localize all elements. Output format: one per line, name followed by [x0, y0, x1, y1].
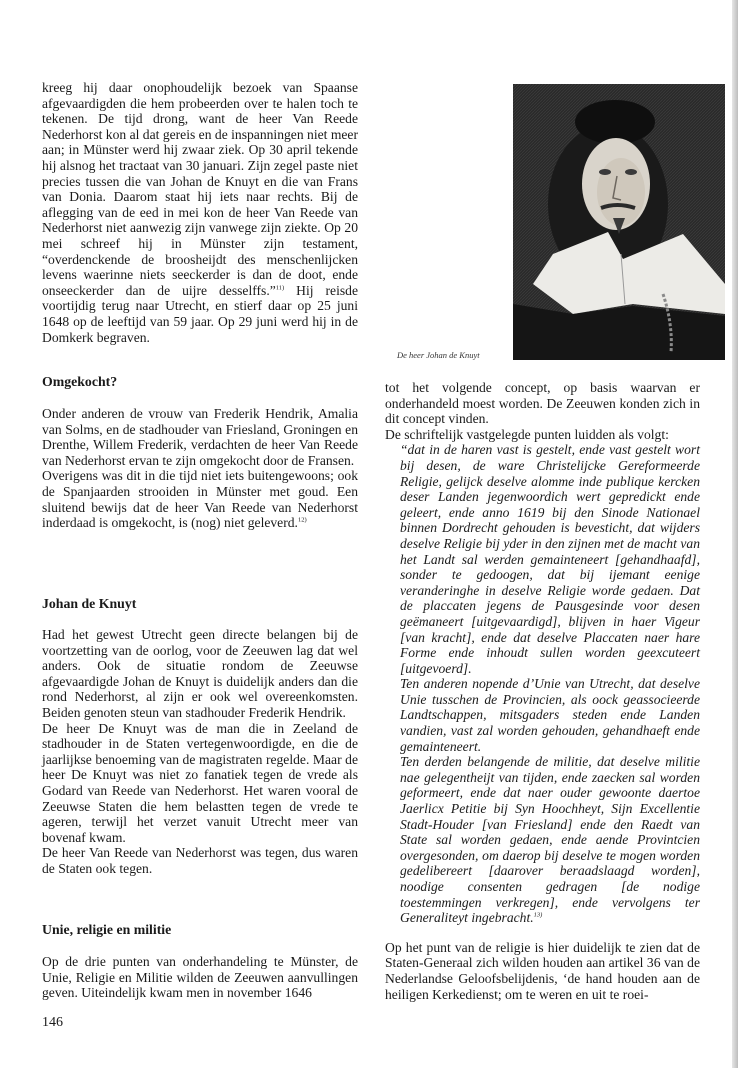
section-heading-knuyt: Johan de Knuyt	[42, 596, 137, 611]
figure-caption: De heer Johan de Knuyt	[397, 350, 480, 360]
intro-block	[42, 80, 358, 345]
quote-paragraph: Ten anderen nopende d’Unie van Utrecht, dat deselve Unie tusschen de Provincien, als oock geassocieerde Landtschappen, mitsgaders steden ende Landen vandien, vast zal worden gehouden, gehandhaeft ende gemainteneert.	[400, 676, 700, 754]
paragraph: Op het punt van de religie is hier duidelijk te zien dat de Staten-Generaal zich wilden houden aan artikel 36 van de Nederlandse Geloofsbelijdenis, ‘de hand houden aan de heiligen Kerkedienst; om te weren en uit te roei-	[385, 939, 700, 1002]
page-number: 146	[42, 1015, 63, 1030]
quote-paragraph: Ten derden belangende de militie, dat deselve militie nae gelegentheijt van tijden, ende zaecken sal worden geformeert, ende dat naer ouder gewoonte daertoe Jaerlicx Petitie bij Syn Hoochheyt, Sijn Excellentie Stadt-Houder [van Friesland] ende den Raedt van State sal worden gedaen, ende aende Provintcien overgesonden, om daerop bij deselve te mogen worden gedelibereert [daarover beraadslaagd worden], noodige consenten gedragen [de nodige toestemmingen verkregen], ende vervolgens ter Generaliteyt ingebracht.$^{13)}$	[400, 754, 700, 926]
block-quote	[385, 442, 700, 925]
paragraph: Had het gewest Utrecht geen directe belangen bij de voortzetting van de oorlog, voor de Zeeuwen lag dat wel anders. Ook de situatie rondom de Zeeuwse afgevaardigde Johan de Knuyt is duidelijk anders dan die rond Nederhorst, al zijn er ook wel overeenkomsten. Beiden genoten steun van stadhouder Frederik Hendrik.	[42, 627, 358, 720]
portrait-image	[513, 84, 725, 360]
section-knuyt-body	[42, 627, 358, 877]
paragraph: Op de drie punten van onderhandeling te Münster, de Unie, Religie en Militie wilden de Zeeuwen aanvullingen geven. Uiteindelijk kwam men in november 1646	[42, 954, 358, 1001]
footnote-ref: 13)	[533, 911, 543, 919]
portrait-engraving-icon	[513, 84, 725, 360]
intro-paragraph: kreeg hij daar onophoudelijk bezoek van Spaanse afgevaardigden die hem probeerden over te halen toch te tekenen. De tijd drong, want de heer Van Reede Nederhorst kon al dat gereis en de inspanningen niet meer aan; in Münster werd hij zwaar ziek. Op 30 april tekende hij alsnog het tractaat van 30 januari. Zijn zegel paste niet precies tussen die van Johan de Knuyt en die van Frans van Donia. Daarom staat hij iets naar rechts. Bij de aflegging van de eed in mei kon de heer Van Reede van Nederhorst niet aanwezig zijn vanwege zijn ziekte. Op 20 mei schreef hij in Münster zijn testament, “overdenckende de broosheijdt des menschenlijcken levens waerinne niets seeckerder is dan de doot, ende onseeckerder dan de uijre desselffs.”$^{11)}$ Hij reisde voortijdig terug naar Utrecht, en stierf daar op 25 juni 1648 op de leeftijd van 59 jaar. Op 29 juni werd hij in de Domkerk begraven.	[42, 80, 358, 345]
section-unie-body	[42, 954, 358, 1001]
paragraph: Overigens was dit in die tijd niet iets buitengewoons; ook de Spanjaarden strooiden in Münster met goud. Een sluitend bewijs dat de heer Van Reede van Nederhorst inderdaad is omgekocht, is (nog) niet geleverd.$^{12)}$	[42, 468, 358, 531]
right-column	[385, 380, 700, 1002]
paragraph: Onder anderen de vrouw van Frederik Hendrik, Amalia van Solms, en de stadhouder van Friesland, Groningen en Drenthe, Willem Frederik, verdachten de heer Van Reede van Nederhorst ervan te zijn omgekocht door de Fransen.	[42, 406, 358, 468]
paragraph: tot het volgende concept, op basis waarvan er onderhandeld moest worden. De Zeeuwen konden zich in dit concept vinden.	[385, 380, 700, 427]
paragraph: De heer De Knuyt was de man die in Zeeland de stadhouder in de Staten vertegenwoordigde, en die de jaarlijkse benoeming van de magistraten regelde. Maar de heer De Knuyt was niet zo fanatiek tegen de vrede als Godard van Reede van Nederhorst. Het waren vooral de Zeeuwse Staten die hem belastten tegen de vrede te ageren, terwijl het verzet vanuit Utrecht meer van bovenaf kwam.	[42, 720, 358, 845]
section-omgekocht-body	[42, 406, 358, 531]
section-heading-omgekocht: Omgekocht?	[42, 374, 118, 389]
paragraph: De schriftelijk vastgelegde punten luidden als volgt:	[385, 426, 669, 442]
quote-paragraph: “dat in de haren vast is gestelt, ende vast gestelt wort bij desen, de ware Christelijcke Gereformeerde Religie, gelijck deselve alomme inde publique kercken deser Landen jegenwoordich wert gepredickt ende geleert, ende anno 1619 bij den Sinode Nationael binnen Dordrecht gehouden is bevesticht, dat wijders deselve Religie bij yder in den zijnen met de macht van het Landt sal werden gemainteneert [gehandhaafd], sonder te gedoogen, dat bij ijemant eenige veranderinghe in deselve Religie worde gedaen. Dat de placcaten jegens de Pausgesinde voor desen geëmaneert [uitgevaardigd], blijven in haer Vigeur [van kracht], ende dat deselve Placcaten naer hare Forme ende inhoudt sullen worden geexcuteert [uitgevoerd].	[400, 442, 700, 676]
footnote-ref: 11)	[275, 284, 285, 292]
paragraph: De heer Van Reede van Nederhorst was tegen, dus waren de Staten ook tegen.	[42, 845, 358, 876]
page-edge-shadow	[732, 0, 738, 1068]
section-heading-unie: Unie, religie en militie	[42, 922, 172, 937]
footnote-ref: 12)	[297, 516, 307, 524]
